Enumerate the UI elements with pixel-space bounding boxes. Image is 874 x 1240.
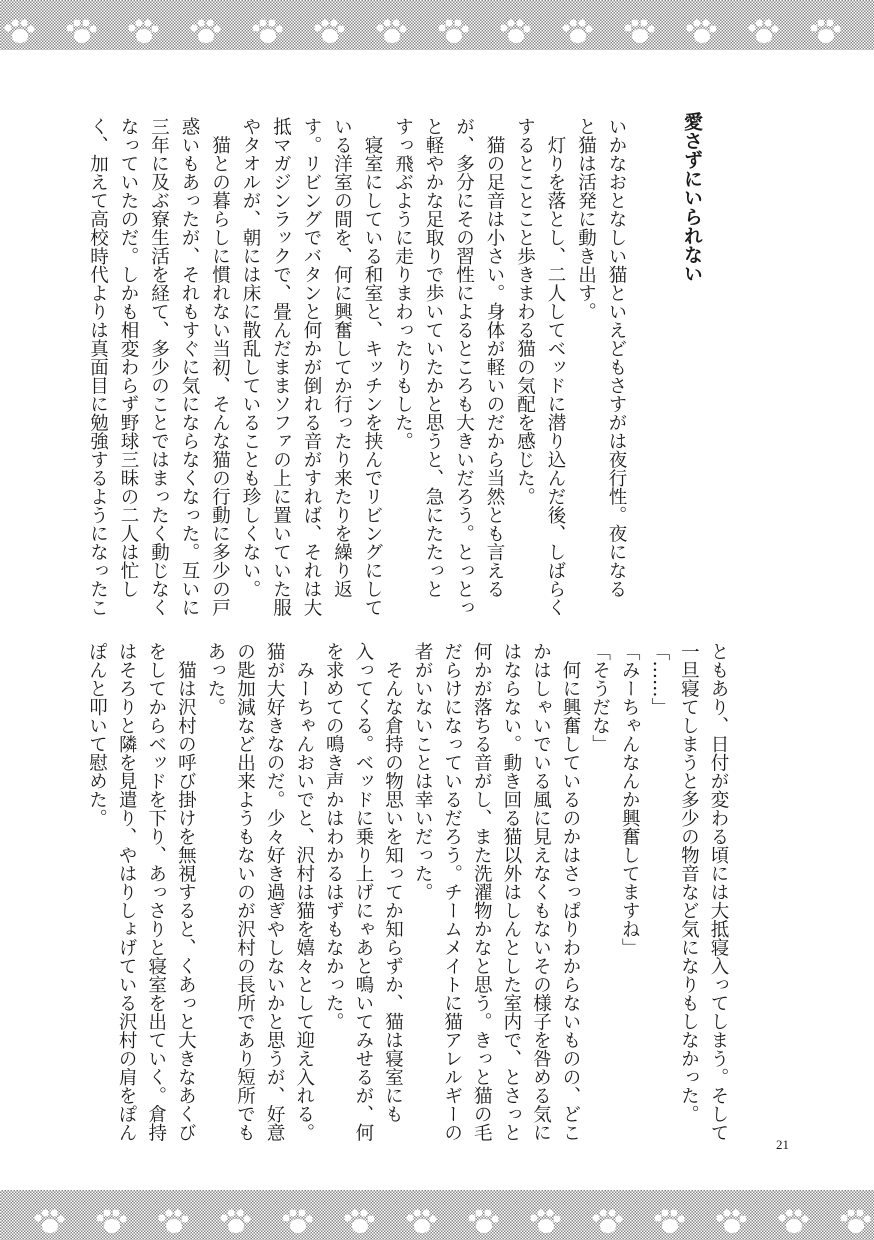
paw-print-icon bbox=[749, 20, 779, 44]
text-column: 猫との暮らしに慣れない当初、そんな猫の行動に多少の戸 bbox=[209, 117, 231, 617]
paw-print-icon bbox=[811, 20, 841, 44]
paw-print-icon bbox=[345, 1210, 375, 1234]
text-column: と猫は活発に動き出す。 bbox=[575, 117, 597, 321]
paw-print-icon bbox=[221, 1210, 251, 1234]
text-column: 何に興奮しているのかはさっぱりわからないものの、どこ bbox=[560, 642, 582, 1142]
paw-print-icon bbox=[655, 1210, 685, 1234]
text-column: すっ飛ぶように走りまわったりもした。 bbox=[392, 117, 414, 450]
text-column: 惑いもあったが、それもすぐに気にならなくなった。互いに bbox=[179, 117, 200, 617]
text-column: みーちゃんおいでと、沢村は猫を嬉々として迎え入れる。 bbox=[293, 642, 315, 1142]
paw-print-icon bbox=[0, 0, 874, 50]
paw-print-icon bbox=[439, 20, 469, 44]
text-column: かはしゃいでいる風に見えなくもないその様子を咎める気に bbox=[530, 642, 552, 1142]
body-text-upper bbox=[82, 117, 631, 617]
bottom-paw-print-border bbox=[0, 1190, 874, 1240]
paw-print-icon bbox=[0, 1190, 874, 1240]
text-column: 「……」 bbox=[648, 642, 670, 716]
paw-print-icon bbox=[407, 1210, 437, 1234]
paw-print-icon bbox=[469, 1210, 499, 1234]
paw-print-icon bbox=[253, 20, 283, 44]
paw-print-icon bbox=[625, 20, 655, 44]
text-column: をしてからベッドを下り、あっさりと寝室を出ていく。倉持 bbox=[145, 642, 167, 1142]
paw-print-icon bbox=[501, 20, 531, 44]
text-column: の匙加減など出来ようもないのが沢村の長所であり短所でも bbox=[234, 642, 256, 1142]
text-column: が、多分にその習性によるところも大きいだろう。とっとっ bbox=[453, 117, 475, 617]
text-column: やタオルが、朝には床に散乱していることも珍しくない。 bbox=[240, 117, 261, 598]
text-column: を求めての鳴き声かはわかるはずもなかった。 bbox=[323, 642, 345, 1031]
paw-print-icon bbox=[67, 20, 97, 44]
text-column: 灯りを落とし、二人してベッドに潜り込んだ後、しばらく bbox=[545, 117, 566, 617]
text-column: はそろりと隣を見遣り、やはりしょげている沢村の肩をぽん bbox=[116, 642, 138, 1142]
paw-print-icon bbox=[129, 20, 159, 44]
page-number: 21 bbox=[776, 1137, 789, 1152]
text-column: ともあり、日付が変わる頃には大抵寝入ってしまう。そして bbox=[708, 642, 729, 1142]
text-column: 猫の足音は小さい。身体が軽いのだから当然とも言える bbox=[484, 117, 505, 598]
paw-print-icon bbox=[687, 20, 717, 44]
text-column: と軽やかな足取りで歩いていたかと思うと、急にたたっと bbox=[423, 117, 444, 598]
text-column: 「みーちゃんなんか興奮してますね」 bbox=[619, 642, 641, 957]
paw-print-icon bbox=[35, 1210, 65, 1234]
text-column: 猫は沢村の呼び掛けを無視すると、くあっと大きなあくび bbox=[175, 642, 197, 1142]
paw-print-icon bbox=[283, 1210, 313, 1234]
top-paw-print-border bbox=[0, 0, 874, 50]
paw-print-icon bbox=[531, 1210, 561, 1234]
paw-print-icon bbox=[191, 20, 221, 44]
paw-print-icon bbox=[593, 1210, 623, 1234]
text-column: 寝室にしている和室と、キッチンを挟んでリビングにして bbox=[362, 117, 383, 617]
text-column: 抵マガジンラックで、畳んだままソファの上に置いていた服 bbox=[270, 117, 292, 617]
text-column: はならない。動き回る猫以外はしんとした室内で、とさっと bbox=[500, 642, 522, 1142]
text-column: 何かが落ちる音がし、また洗濯物かなと思う。きっと猫の毛 bbox=[471, 642, 493, 1142]
text-column: 猫が大好きなのだ。少々好き過ぎやしないかと思うが、好意 bbox=[264, 642, 286, 1142]
chapter-title: 愛さずにいられない bbox=[681, 112, 703, 283]
text-column: そんな倉持の物思いを知ってか知らずか、猫は寝室にも bbox=[382, 642, 404, 1123]
paw-print-icon bbox=[377, 20, 407, 44]
body-text-lower bbox=[82, 642, 733, 1142]
text-column: いる洋室の間を、何に興奮してか行ったり来たりを繰り返 bbox=[331, 117, 353, 598]
paw-print-icon bbox=[159, 1210, 189, 1234]
paw-print-icon bbox=[779, 1210, 809, 1234]
text-column: く、加えて高校時代よりは真面目に勉強するようになったこ bbox=[87, 117, 109, 617]
text-column: 一旦寝てしまうと多少の物音など気になりもしなかった。 bbox=[678, 642, 700, 1123]
text-column: す。リビングでバタンと何かが倒れる音がすれば、それは大 bbox=[301, 117, 322, 617]
text-column: なっていたのだ。しかも相変わらず野球三昧の二人は忙し bbox=[118, 117, 139, 598]
text-column: するとことこと歩きまわる猫の気配を感じた。 bbox=[514, 117, 536, 506]
paw-print-icon bbox=[841, 1210, 871, 1234]
text-column: 三年に及ぶ寮生活を経て、多少のことではまったく動じなく bbox=[148, 117, 170, 617]
text-column: 「そうだな」 bbox=[589, 642, 611, 753]
paw-print-icon bbox=[5, 20, 35, 44]
paw-print-icon bbox=[315, 20, 345, 44]
text-column: 入ってくる。ベッドに乗り上げにゃあと鳴いてみせるが、何 bbox=[352, 642, 374, 1142]
text-column: 者がいないことは幸いだった。 bbox=[412, 642, 434, 901]
text-column: だらけになっているだろう。チームメイトに猫アレルギーの bbox=[441, 642, 463, 1142]
paw-print-icon bbox=[97, 1210, 127, 1234]
text-column: あった。 bbox=[204, 642, 226, 716]
text-column: いかなおとなしい猫といえどもさすがは夜行性。夜になる bbox=[606, 117, 627, 598]
text-column: ぽんと叩いて慰めた。 bbox=[86, 642, 108, 827]
paw-print-icon bbox=[563, 20, 593, 44]
paw-print-icon bbox=[717, 1210, 747, 1234]
